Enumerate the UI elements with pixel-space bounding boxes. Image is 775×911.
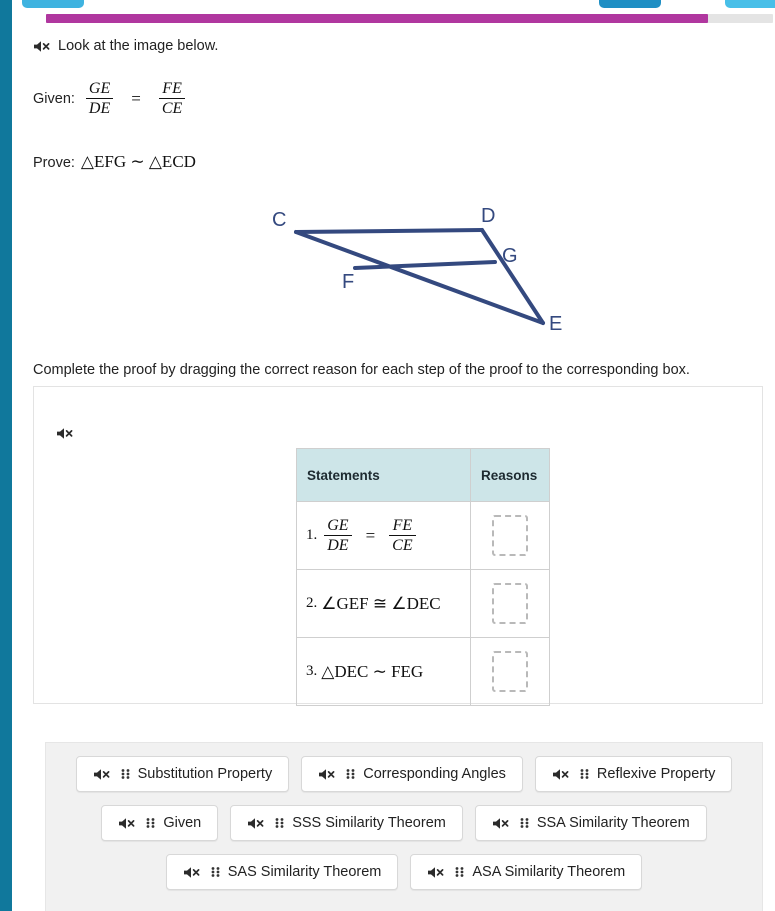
top-right-button-2[interactable] bbox=[725, 0, 775, 8]
speaker-muted-icon[interactable] bbox=[247, 817, 267, 830]
statement-1-equals-sign: = bbox=[365, 525, 376, 545]
question-content bbox=[12, 30, 775, 911]
instruction-text: Complete the proof by dragging the correct reason for each step of the proof to the corresponding box. bbox=[33, 362, 690, 378]
statement-1-left-denominator: DE bbox=[327, 537, 349, 554]
prove-label: Prove: bbox=[33, 155, 75, 171]
speaker-muted-icon[interactable] bbox=[552, 768, 572, 781]
table-row bbox=[297, 570, 550, 638]
drag-handle-icon[interactable] bbox=[211, 866, 220, 878]
statement-1-fraction-left bbox=[324, 517, 351, 555]
figure-label-D: D bbox=[481, 205, 496, 227]
left-nav-rail bbox=[0, 0, 12, 911]
proof-panel bbox=[33, 386, 763, 704]
answer-row-2 bbox=[46, 805, 762, 841]
proof-table bbox=[296, 448, 550, 706]
statement-1-right-numerator: FE bbox=[392, 516, 413, 534]
speaker-muted-icon[interactable] bbox=[492, 817, 512, 830]
given-fraction-left bbox=[86, 80, 113, 118]
answer-chip-label: SSA Similarity Theorem bbox=[536, 815, 690, 831]
answer-chip-sas-similarity-theorem[interactable] bbox=[166, 854, 399, 890]
figure-label-G: G bbox=[502, 245, 518, 267]
speaker-muted-icon[interactable] bbox=[183, 866, 203, 879]
answer-bank-tray bbox=[45, 742, 763, 911]
reason-dropzone-3[interactable] bbox=[492, 651, 528, 692]
answer-chip-substitution-property[interactable] bbox=[76, 756, 290, 792]
statement-1-fraction-right bbox=[389, 517, 415, 555]
top-right-button-1[interactable] bbox=[599, 0, 661, 8]
reason-dropzone-1[interactable] bbox=[492, 515, 528, 556]
given-fraction-right bbox=[159, 80, 185, 118]
top-left-button[interactable] bbox=[22, 0, 84, 8]
drag-handle-icon[interactable] bbox=[346, 768, 355, 780]
look-at-image-text: Look at the image below. bbox=[58, 38, 219, 54]
figure-label-C: C bbox=[272, 209, 287, 231]
speaker-muted-icon[interactable] bbox=[318, 768, 338, 781]
answer-chip-sss-similarity-theorem[interactable] bbox=[230, 805, 463, 841]
answer-chip-label: Corresponding Angles bbox=[363, 766, 506, 782]
reason-cell-2[interactable] bbox=[471, 570, 550, 638]
figure-label-F: F bbox=[342, 271, 355, 293]
geometry-figure bbox=[252, 190, 582, 355]
statement-1-right-denominator: CE bbox=[392, 537, 413, 554]
top-bar bbox=[12, 0, 775, 30]
given-equals-sign: = bbox=[131, 88, 141, 108]
answer-row-3 bbox=[46, 854, 762, 890]
figure-label-E: E bbox=[549, 313, 563, 335]
answer-chip-label: ASA Similarity Theorem bbox=[472, 864, 626, 880]
given-left-numerator: GE bbox=[88, 80, 111, 97]
progress-bar-track bbox=[46, 14, 773, 23]
drag-handle-icon[interactable] bbox=[146, 817, 155, 829]
drag-handle-icon[interactable] bbox=[121, 768, 130, 780]
statement-text-2: ∠GEF ≅ ∠DEC bbox=[321, 593, 441, 613]
answer-chip-reflexive-property[interactable] bbox=[535, 756, 732, 792]
speaker-muted-icon[interactable] bbox=[118, 817, 138, 830]
drag-handle-icon[interactable] bbox=[580, 768, 589, 780]
reason-cell-1[interactable] bbox=[471, 502, 550, 570]
given-right-numerator: FE bbox=[162, 80, 182, 97]
speaker-muted-icon[interactable] bbox=[93, 768, 113, 781]
answer-chip-asa-similarity-theorem[interactable] bbox=[410, 854, 642, 890]
given-label: Given: bbox=[33, 90, 75, 107]
answer-chip-label: Reflexive Property bbox=[596, 766, 716, 782]
column-header-statements: Statements bbox=[297, 449, 471, 502]
segment-DE bbox=[482, 230, 543, 323]
reason-dropzone-2[interactable] bbox=[492, 583, 528, 624]
progress-bar-fill bbox=[46, 14, 708, 23]
table-row bbox=[297, 502, 550, 570]
look-at-image-line bbox=[33, 38, 218, 54]
column-header-reasons: Reasons bbox=[471, 449, 550, 502]
answer-chip-given[interactable] bbox=[101, 805, 218, 841]
answer-chip-label: Substitution Property bbox=[137, 766, 273, 782]
statement-cell-1 bbox=[297, 502, 471, 570]
statement-cell-3 bbox=[297, 638, 471, 706]
speaker-muted-icon[interactable] bbox=[33, 40, 53, 53]
answer-chip-label: SAS Similarity Theorem bbox=[227, 864, 382, 880]
table-row bbox=[297, 638, 550, 706]
table-header-row bbox=[297, 449, 550, 502]
drag-handle-icon[interactable] bbox=[275, 817, 284, 829]
drag-handle-icon[interactable] bbox=[520, 817, 529, 829]
given-left-denominator: DE bbox=[88, 100, 111, 118]
answer-chip-ssa-similarity-theorem[interactable] bbox=[475, 805, 707, 841]
prove-statement: △EFG ∼ △ECD bbox=[80, 152, 196, 171]
answer-chip-corresponding-angles[interactable] bbox=[301, 756, 523, 792]
drag-handle-icon[interactable] bbox=[455, 866, 464, 878]
statement-text-3: △DEC ∼ FEG bbox=[321, 661, 424, 681]
speaker-muted-icon[interactable] bbox=[427, 866, 447, 879]
statement-number-1: 1. bbox=[306, 527, 318, 543]
given-line bbox=[33, 80, 188, 118]
statement-number-3: 3. bbox=[306, 663, 318, 679]
speaker-muted-icon[interactable] bbox=[56, 427, 76, 440]
statement-number-2: 2. bbox=[306, 595, 318, 611]
answer-row-1 bbox=[46, 756, 762, 792]
statement-1-left-numerator: GE bbox=[327, 516, 349, 534]
answer-chip-label: SSS Similarity Theorem bbox=[292, 815, 446, 831]
answer-chip-label: Given bbox=[163, 815, 202, 831]
reason-cell-3[interactable] bbox=[471, 638, 550, 706]
statement-cell-2 bbox=[297, 570, 471, 638]
given-right-denominator: CE bbox=[161, 100, 183, 118]
segment-CD bbox=[296, 230, 482, 232]
prove-line bbox=[33, 152, 196, 172]
